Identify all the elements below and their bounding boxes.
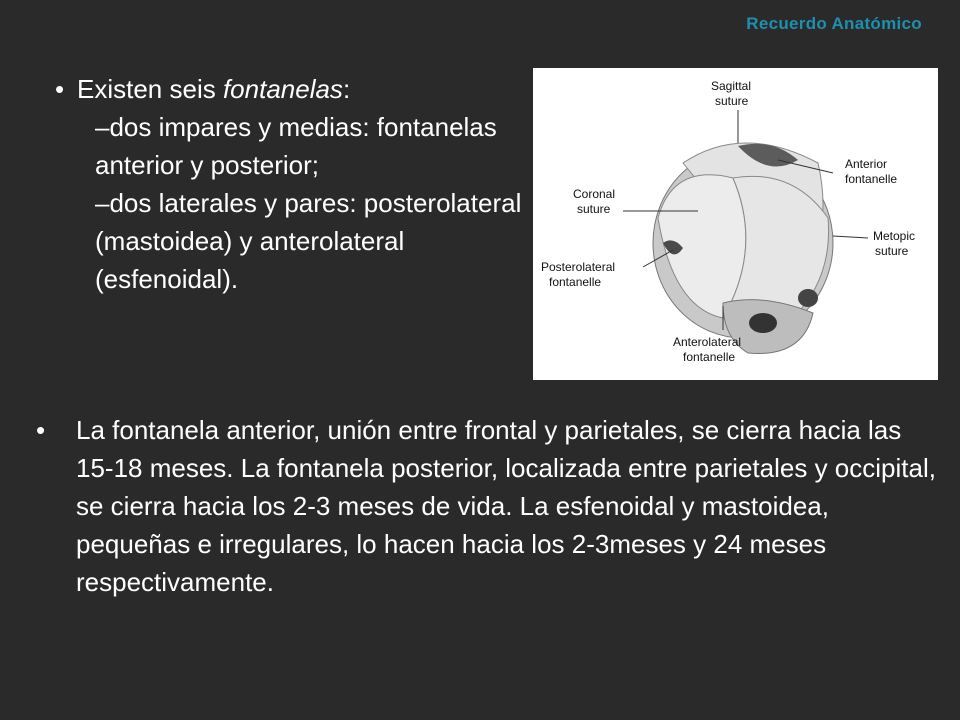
intro-text (77, 70, 350, 108)
label-anterior-line2: fontanelle (845, 172, 898, 186)
skull-diagram (533, 68, 938, 380)
sub-item-medial: –dos impares y medias: fontanelas anterior y posterior; (95, 112, 497, 180)
label-coronal-line2: suture (577, 202, 611, 216)
label-anterolateral-line1: Anterolateral (673, 335, 742, 349)
label-anterolateral-line2: fontanelle (683, 350, 736, 364)
skull-illustration (533, 68, 938, 380)
sub-item-lateral: –dos laterales y pares: posterolateral (mastoidea) y anterolateral (esfenoidal). (95, 188, 522, 294)
intro-emphasis: fontanelas (222, 74, 343, 104)
label-metopic-line2: suture (875, 244, 909, 258)
label-sagittal-line2: suture (715, 94, 749, 108)
label-metopic-line1: Metopic (873, 229, 916, 243)
bullet-icon: • (55, 74, 65, 104)
list-item-intro (55, 70, 525, 108)
label-posterolateral-line2: fontanelle (549, 275, 602, 289)
label-sagittal-line1: Sagittal (711, 79, 752, 93)
closure-paragraph (36, 411, 936, 601)
intro-suffix: : (342, 74, 351, 104)
slide-header-title: Recuerdo Anatómico (746, 14, 922, 33)
label-coronal-line1: Coronal (573, 187, 616, 201)
intro-prefix: Existen seis (77, 74, 223, 104)
label-posterolateral-line1: Posterolateral (541, 260, 616, 274)
bullet-icon: • (36, 415, 46, 445)
label-anterior-line1: Anterior (845, 157, 888, 171)
fontanelles-list (55, 70, 525, 298)
paragraph-text: La fontanela anterior, unión entre frontal y parietales, se cierra hacia las 15-18 meses. La fontanela posterior, localizada entre parietales y occipital, se cierra hacia los 2-3 meses de vida. La esfenoidal y mastoidea, pequeñas e irregulares, lo hacen hacia los 2-3meses y 24 meses respectivamente. (76, 415, 936, 597)
